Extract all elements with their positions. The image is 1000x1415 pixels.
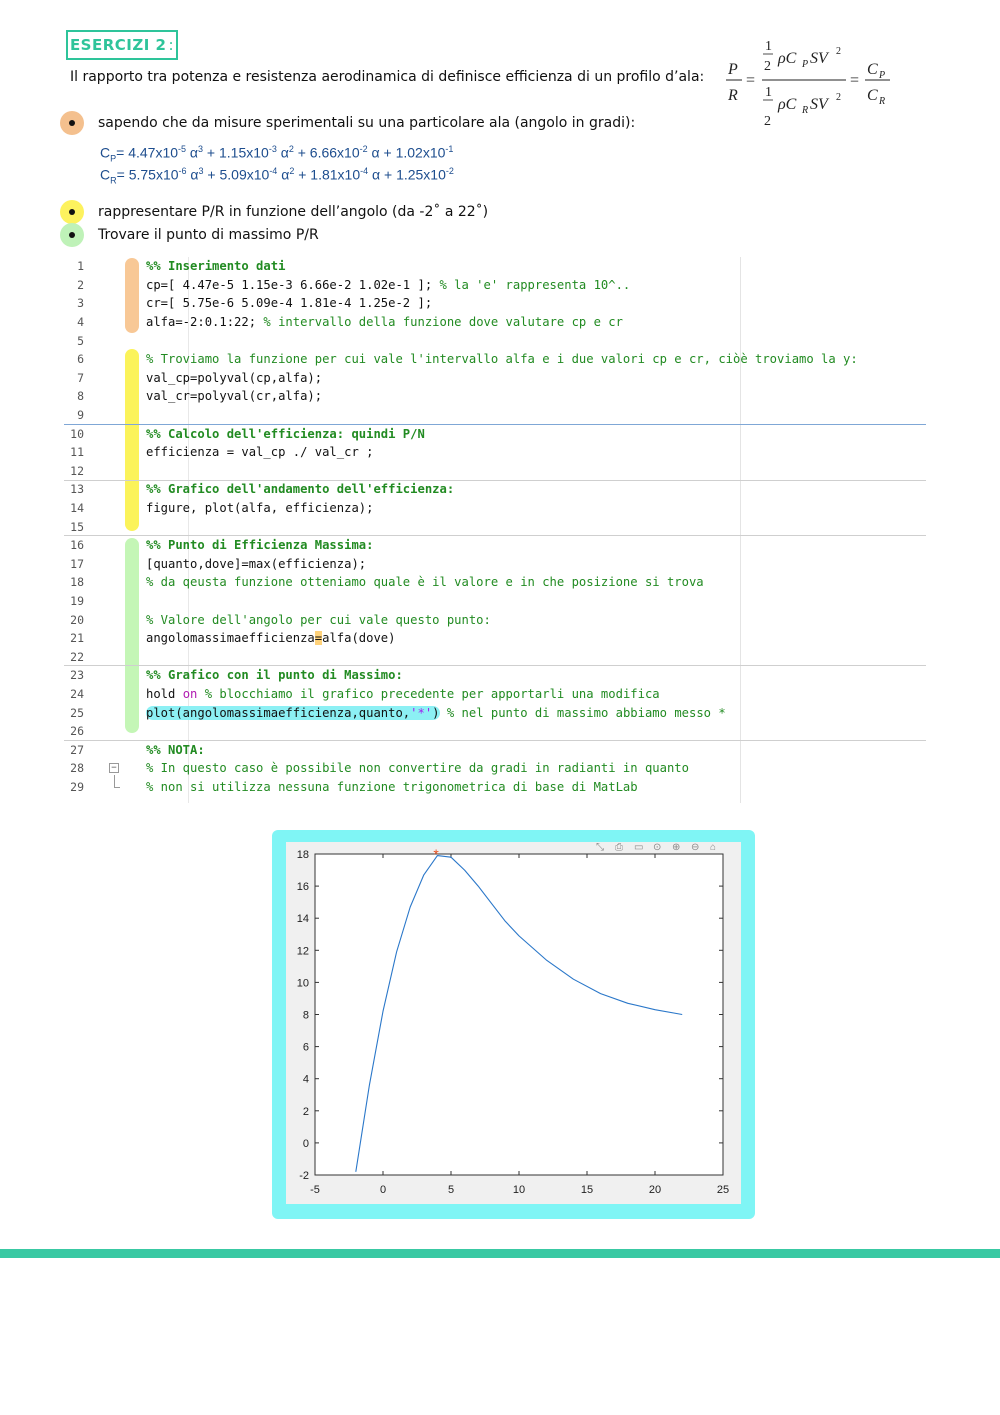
code-line[interactable]: 21 angolomassimaefficienza=alfa(dove) xyxy=(70,631,396,646)
y-tick-label: 6 xyxy=(302,1041,309,1054)
exercise-title xyxy=(66,30,178,60)
x-tick-label: 20 xyxy=(648,1184,662,1196)
code-line[interactable]: 2 cp=[ 4.47e-5 1.15e-3 6.66e-2 1.02e-1 ]; % la 'e' rappresenta 10^.. xyxy=(77,277,631,292)
y-tick-label: 10 xyxy=(296,977,309,990)
code-line[interactable]: 3 cr=[ 5.75e-6 5.09e-4 1.81e-4 1.25e-2 ]; xyxy=(77,296,433,311)
matlab-code-editor[interactable] xyxy=(64,257,926,803)
cr-equation: $C_R= 5.75x10^{-6}$ $\alpha^3 + 5.09x10^{-4}$ $\alpha^2 + 1.81x10^{-4}$ $\alpha + 1.25x10^{-2}$ xyxy=(100,166,454,186)
x-tick-label: 0 xyxy=(379,1184,387,1196)
code-line[interactable]: 18 % da qeusta funzione otteniamo quale è il valore e in che posizione si trova xyxy=(70,575,704,590)
bullet-marker-yellow xyxy=(60,200,84,224)
x-tick-label: -5 xyxy=(310,1184,320,1196)
code-line[interactable]: 10 %% Calcolo dell'efficienza: quindi P/N xyxy=(70,426,425,441)
code-line[interactable]: 15 xyxy=(70,519,84,534)
exercise-title-colon: : xyxy=(168,36,175,54)
formula-cr-term: ρC xyxy=(778,96,797,113)
code-line[interactable]: 11 efficienza = val_cp ./ val_cr ; xyxy=(70,445,374,460)
x-tick-label: 5 xyxy=(447,1184,455,1196)
code-line[interactable]: 7 val_cp=polyval(cp,alfa); xyxy=(77,370,323,385)
x-tick-label: 15 xyxy=(580,1184,594,1196)
bullet-text: sapendo che da misure sperimentali su una particolare ala (angolo in gradi): xyxy=(98,115,636,131)
code-line[interactable]: 25 plot(angolomassimaefficienza,quanto,'*') % nel punto di massimo abbiamo messo * xyxy=(70,705,726,720)
formula-eq1: = xyxy=(746,72,756,89)
bullet-item xyxy=(60,111,635,135)
code-line[interactable]: 14 figure, plot(alfa, efficienza); xyxy=(70,501,374,516)
cp-equation: $C_P= 4.47x10^{-5}$ $\alpha^3 + 1.15x10^{-3}$ $\alpha^2 + 6.66x10^{-2}$ $\alpha + 1.02x10^{-1}$ xyxy=(100,144,454,164)
code-line[interactable]: 1 %% Inserimento dati xyxy=(77,259,286,274)
code-line[interactable]: 29 % non si utilizza nessuna funzione trigonometrica di base di MatLab xyxy=(70,780,638,795)
formula-lhs-num: P xyxy=(728,61,738,78)
formula-rhs-den-sub: R xyxy=(879,96,886,107)
code-line[interactable]: 12 xyxy=(70,463,84,478)
figure-toolbar-icon: ⎙ xyxy=(615,842,623,853)
code-line[interactable]: 22 xyxy=(70,649,84,664)
exercise-title-text: ESERCIZI 2 xyxy=(69,36,167,54)
y-tick-label: 2 xyxy=(302,1105,309,1118)
y-tick-label: 4 xyxy=(302,1073,309,1086)
x-tick-label: 10 xyxy=(512,1184,526,1196)
code-line[interactable]: 28 % In questo caso è possibile non convertire da gradi in radianti in quanto xyxy=(70,761,689,776)
figure-frame xyxy=(272,830,755,1219)
formula-half-num-bot: 1 xyxy=(765,85,772,100)
y-tick-label: -2 xyxy=(299,1170,309,1182)
x-tick-label: 25 xyxy=(716,1184,730,1196)
formula-sv-top: SV xyxy=(810,50,828,67)
code-line[interactable]: 19 xyxy=(70,594,84,609)
y-tick-label: 14 xyxy=(296,913,309,926)
code-line[interactable]: 26 xyxy=(70,724,84,739)
code-line[interactable]: 17 [quanto,dove]=max(efficienza); xyxy=(70,556,367,571)
formula-rhs-den: C xyxy=(867,87,878,104)
y-tick-label: 18 xyxy=(296,849,309,861)
code-line[interactable]: 9 xyxy=(77,408,84,423)
formula-lhs-den: R xyxy=(728,87,738,104)
formula-half-den-top: 2 xyxy=(764,59,771,74)
formula-rhs-num: C xyxy=(867,61,878,78)
code-line[interactable]: 23 %% Grafico con il punto di Massimo: xyxy=(70,668,403,683)
code-line[interactable]: 6 % Troviamo la funzione per cui vale l'intervallo alfa e i due valori cp e cr, ciòè troviamo la y: xyxy=(77,352,858,367)
efficiency-chart[interactable] xyxy=(286,842,741,1204)
bullet-text: rappresentare P/R in funzione dell’angolo (da -2˚ a 22˚) xyxy=(98,204,489,220)
figure-window xyxy=(286,842,741,1204)
fold-toggle-icon[interactable]: − xyxy=(109,763,119,773)
formula-sq-bot: 2 xyxy=(836,92,841,103)
figure-toolbar-icon: ▭ xyxy=(634,842,644,853)
bullet-marker-orange xyxy=(60,111,84,135)
fold-guide xyxy=(114,775,115,787)
code-line[interactable]: 4 alfa=-2:0.1:22; % intervallo della funzione dove valutare cp e cr xyxy=(77,315,623,330)
formula-half-num-top: 1 xyxy=(765,39,772,54)
code-line[interactable]: 8 val_cr=polyval(cr,alfa); xyxy=(77,389,323,404)
bullet-item xyxy=(60,223,319,247)
code-line[interactable]: 20 % Valore dell'angolo per cui vale questo punto: xyxy=(70,612,491,627)
plot-area xyxy=(315,854,723,1175)
bullet-item xyxy=(60,200,488,224)
max-point-marker: * xyxy=(433,846,439,862)
intro-text: Il rapporto tra potenza e resistenza aerodinamica di definisce efficienza di un profilo d’ala: xyxy=(70,69,705,85)
figure-toolbar-icon: ⊖ xyxy=(691,842,700,853)
code-line[interactable]: 24 hold on % blocchiamo il grafico precedente per apportarli una modifica xyxy=(70,687,660,702)
formula-sv-bot: SV xyxy=(810,96,828,113)
code-line[interactable]: 16 %% Punto di Efficienza Massima: xyxy=(70,538,374,553)
formula-half-den-bot: 2 xyxy=(764,114,771,129)
code-line[interactable]: 27 %% NOTA: xyxy=(70,742,205,757)
y-tick-label: 16 xyxy=(296,881,309,894)
figure-toolbar-icon: ⊙ xyxy=(653,842,662,853)
figure-toolbar-icon: ⊕ xyxy=(672,842,681,853)
page-bottom-bar xyxy=(0,1249,1000,1258)
formula-cr-sub: R xyxy=(802,105,809,116)
y-tick-label: 12 xyxy=(296,945,309,958)
bullet-text: Trovare il punto di massimo P/R xyxy=(98,227,319,243)
y-tick-label: 8 xyxy=(302,1009,309,1022)
formula-cp-sub: P xyxy=(802,59,809,70)
formula-cp-term: ρC xyxy=(778,50,797,67)
figure-toolbar-icon: ⤡ xyxy=(596,842,604,853)
formula-sq-top: 2 xyxy=(836,46,841,57)
y-tick-label: 0 xyxy=(302,1137,309,1150)
bullet-marker-green xyxy=(60,223,84,247)
formula-rhs-num-sub: P xyxy=(879,70,886,81)
efficiency-formula xyxy=(722,30,902,130)
fold-guide xyxy=(114,787,120,788)
figure-toolbar-icon: ⌂ xyxy=(710,842,717,853)
code-line[interactable]: 13 %% Grafico dell'andamento dell'efficienza: xyxy=(70,482,455,497)
formula-eq2: = xyxy=(850,72,860,89)
code-line[interactable]: 5 xyxy=(77,333,84,348)
